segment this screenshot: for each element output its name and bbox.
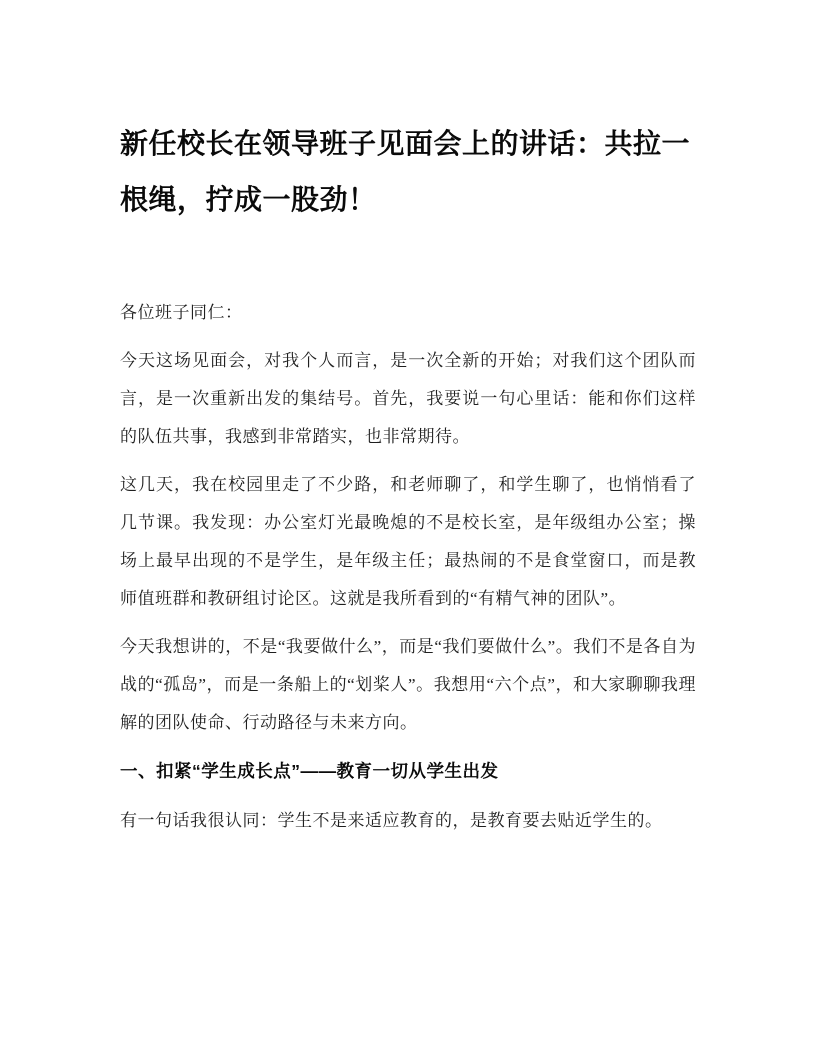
paragraph-opening: 今天这场见面会，对我个人而言，是一次全新的开始；对我们这个团队而言，是一次重新出发的集结号。首先，我要说一句心里话：能和你们这样的队伍共事，我感到非常踏实，也非常期待。 (120, 351, 696, 446)
section-heading-1: 一、扣紧“学生成长点”——教育一切从学生出发 (120, 761, 499, 781)
paragraph-theme: 今天我想讲的，不是“我要做什么”，而是“我们要做什么”。我们不是各自为战的“孤岛”，而是一条船上的“划桨人”。我想用“六个点”，和大家聊聊我理解的团队使命、行动路径与未来方向。 (120, 637, 696, 732)
paragraph-observations: 这几天，我在校园里走了不少路，和老师聊了，和学生聊了，也悄悄看了几节课。我发现：办公室灯光最晚熄的不是校长室，是年级组办公室；操场上最早出现的不是学生，是年级主任；最热闹的不是食堂窗口，而是教师值班群和教研组讨论区。这就是我所看到的“有精气神的团队”。 (120, 475, 696, 608)
document-title: 新任校长在领导班子见面会上的讲话：共拉一根绳，拧成一股劲！ (120, 128, 691, 215)
salutation: 各位班子同仁： (120, 303, 243, 322)
paragraph-section-1-body: 有一句话我很认同：学生不是来适应教育的，是教育要去贴近学生的。 (120, 811, 663, 830)
